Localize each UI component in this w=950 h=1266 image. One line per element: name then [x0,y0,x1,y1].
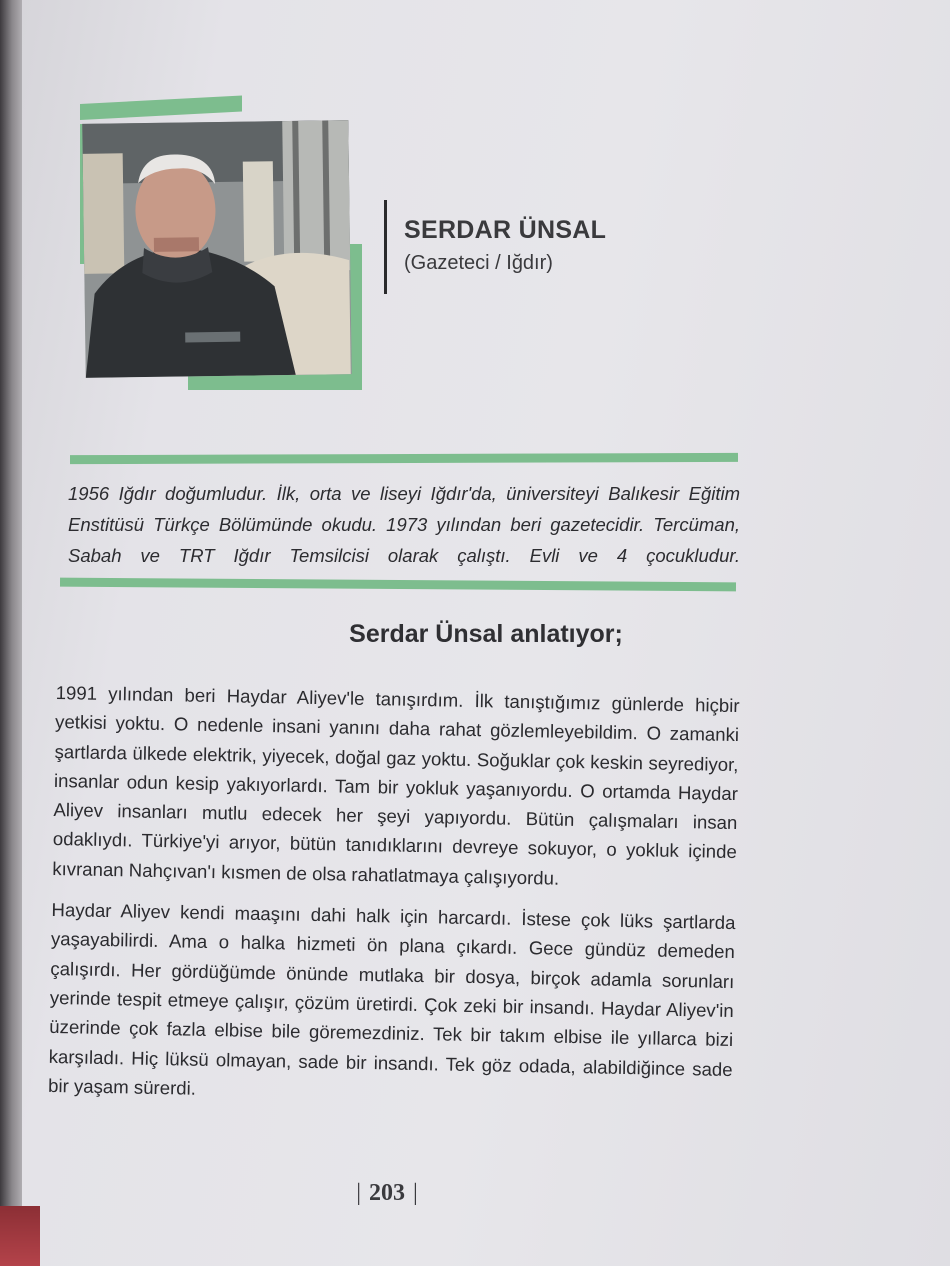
name-divider [384,200,387,294]
page-number-bar-right: | [413,1180,418,1206]
bio-rule-top [70,453,738,464]
person-role: (Gazeteci / Iğdır) [404,252,553,274]
portrait-photo [82,120,352,378]
paragraph: Haydar Aliyev kendi maaşını dahi halk için harcardı. İstese çok lüks şartlarda yaşayabilirdi. Ama o halka hizmeti ön plana çıkardı. Gece gündüz demeden çalışırdı. Her gördüğümde önünde mutlaka bir dosya, birçok adamla sorunları yerinde tespit etmeye çalışır, çözüm üretirdi. Çok zeki bir insandı. Haydar Aliyev'in üzerinde çok fazla elbise bile göremezdiniz. Tek bir takım elbise ile yıllarca bizi karşıladı. Hiç lüksü olmayan, sade bir insandı. Tek göz odada, alabildiğince sade bir yaşam sürerdi. [47,899,736,1099]
bio-text: 1956 Iğdır doğumludur. İlk, orta ve liseyi Iğdır'da, üniversiteyi Balıkesir Eğitim Enstitüsü Türkçe Bölümünde okudu. 1973 yılından beri gazetecidir. Tercüman, Sabah ve TRT Iğdır Temsilcisi olarak çalıştı. Evli ve 4 çocukludur. [68,483,740,566]
person-name: SERDAR ÜNSAL [404,216,607,244]
cover-edge [0,1206,40,1266]
bio-rule-bottom [60,578,736,592]
book-page [22,0,950,1266]
paragraph: 1991 yılından beri Haydar Aliyev'le tanışırdım. İlk tanıştığımız günlerde hiçbir yetkisi yoktu. O nedenle insani yanını daha rahat gözlemleyebildim. O zamanki şartlarda ülkede elektrik, yiyecek, doğal gaz yoktu. Soğuklar çok keskin seyrediyor, insanlar odun kesip yakıyorlardı. Tam bir yokluk yaşanıyordu. O ortamda Haydar Aliyev insanları mutlu edecek her şeyi yapıyordu. Bütün çalışmaları insan odaklıydı. Türkiye'yi arıyor, bütün tanıdıklarını devreye sokuyor, o yokluk içinde kıvranan Nahçıvan'ı kısmen de olsa rahatlatmaya çalışıyordu. [52,681,740,889]
page-number-bar-left: | [356,1180,361,1206]
photo-frame-top [80,96,242,120]
portrait-block [80,104,380,394]
section-heading: Serdar Ünsal anlatıyor; [349,620,623,648]
page-number-value: 203 [369,1180,405,1206]
page-number [22,1180,752,1207]
body-text [48,678,740,1125]
